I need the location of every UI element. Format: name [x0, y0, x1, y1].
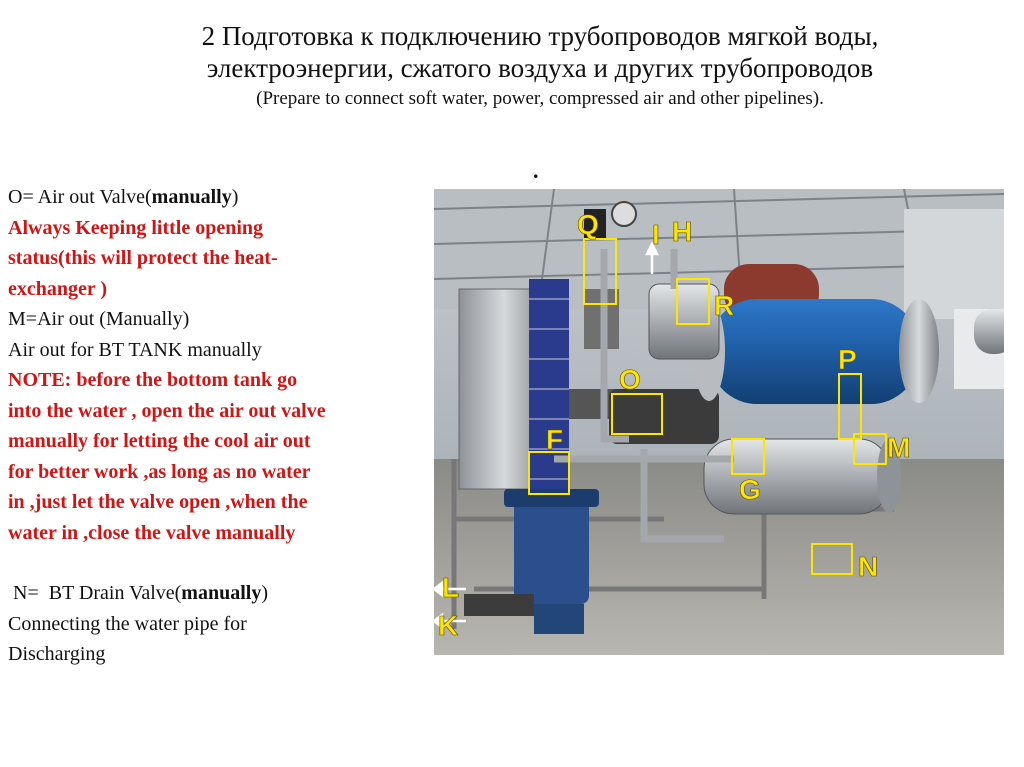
slide-title	[60, 20, 1020, 112]
warning-line-2: status(this will protect the heat-	[8, 247, 278, 269]
connect-line-2: Discharging	[8, 643, 106, 665]
title-line-ru-1: 2 Подготовка к подключению трубопроводов мягкой воды,	[201, 21, 879, 51]
title-dot: .	[533, 158, 539, 183]
instructions-text	[8, 182, 423, 670]
label-f: F	[546, 424, 564, 455]
note-line-4: for better work ,as long as no water	[8, 460, 311, 483]
bt-tank-line: Air out for BT TANK manually	[8, 338, 262, 361]
label-m: M	[887, 432, 911, 463]
spacer	[8, 548, 423, 578]
title-line-en: (Prepare to connect soft water, power, compressed air and other pipelines).	[256, 88, 824, 109]
label-p: P	[838, 344, 857, 375]
label-h: H	[672, 216, 693, 247]
o-valve-line: O= Air out Valve(manually)	[8, 186, 239, 208]
label-i: I	[652, 219, 660, 250]
note-line-3: manually for letting the cool air out	[8, 430, 311, 452]
note-line-5: in ,just let the valve open ,when the	[8, 491, 308, 513]
equipment-illustration	[434, 189, 1004, 655]
n-valve-line: N= BT Drain Valve(manually)	[8, 582, 268, 604]
note-line-6: water in ,close the valve manually	[8, 521, 296, 544]
label-l: L	[442, 572, 460, 603]
note-line-1: NOTE: before the bottom tank go	[8, 369, 298, 391]
connect-line-1: Connecting the water pipe for	[8, 612, 247, 635]
m-valve-line: M=Air out (Manually)	[8, 308, 190, 330]
note-line-2: into the water , open the air out valve	[8, 399, 326, 422]
label-g: G	[739, 474, 761, 505]
label-n: N	[858, 551, 879, 582]
title-line-ru-2: электроэнергии, сжатого воздуха и других трубопроводов	[206, 53, 874, 83]
label-o: O	[619, 364, 641, 395]
warning-line-1: Always Keeping little opening	[8, 216, 264, 239]
equipment-photo	[434, 189, 1004, 655]
warning-line-3: exchanger )	[8, 277, 108, 300]
label-r: R	[714, 290, 735, 321]
label-k: K	[438, 610, 459, 641]
label-q: Q	[577, 209, 599, 240]
